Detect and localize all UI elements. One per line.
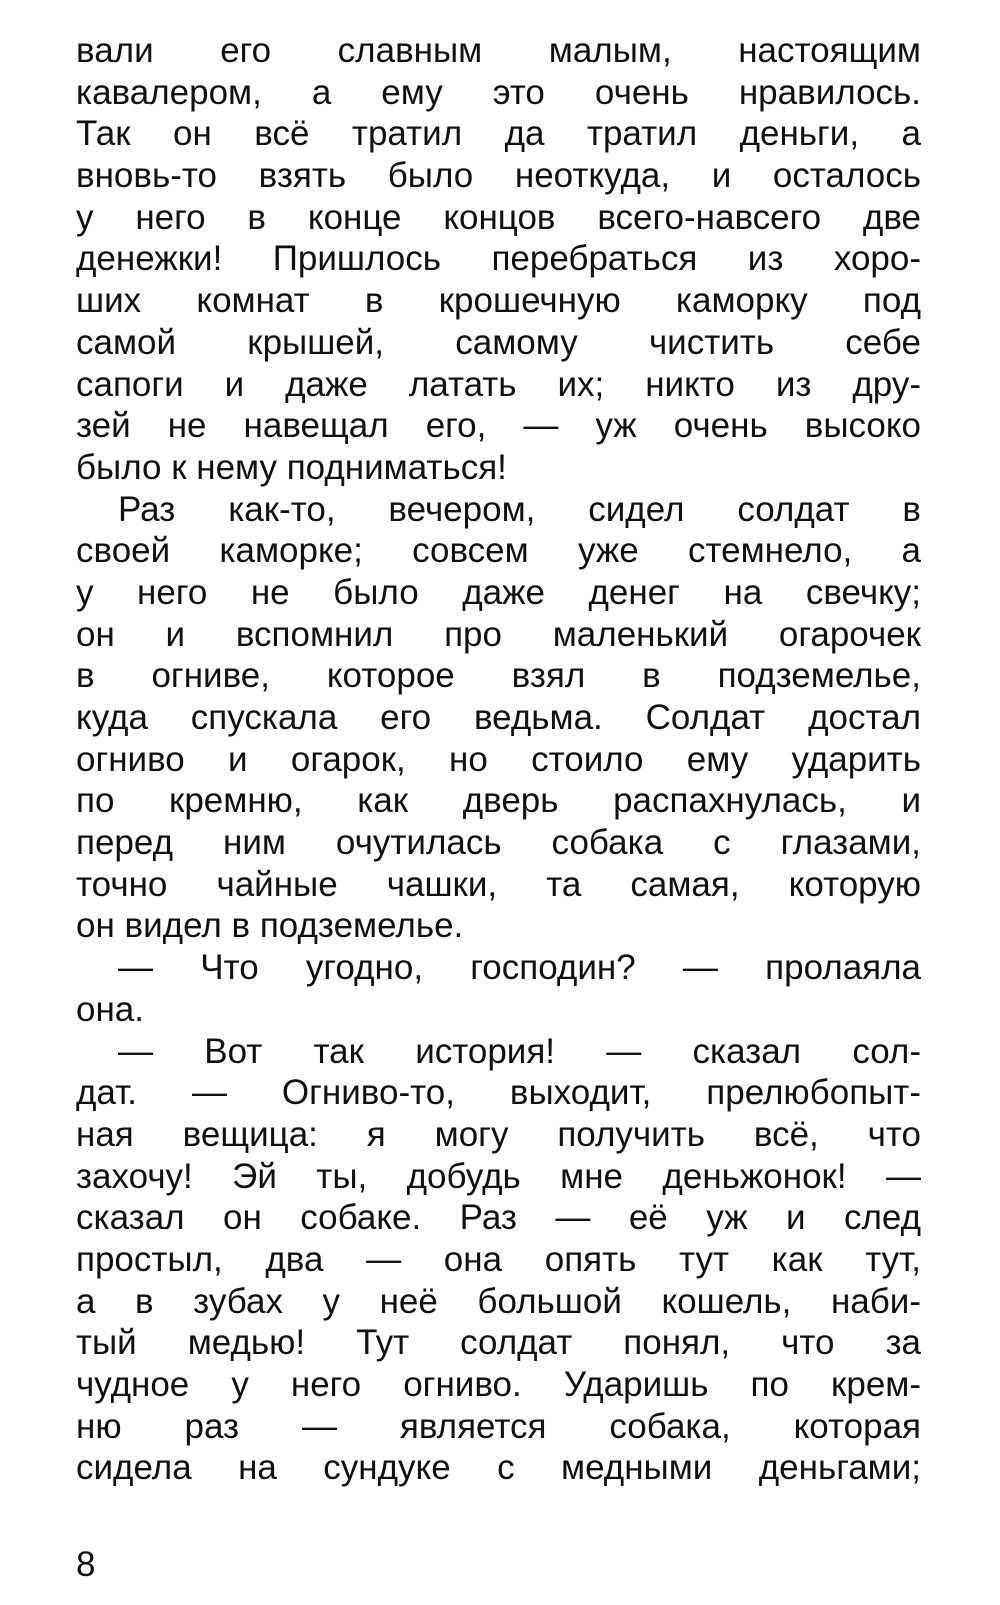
text-line: огниво и огарок, но стоило ему ударить xyxy=(76,739,921,779)
paragraph xyxy=(76,1031,921,1490)
text-line: захочу! Эй ты, добудь мне деньжонок! — xyxy=(76,1156,921,1196)
text-line: ших комнат в крошечную каморку под xyxy=(76,281,921,321)
text-line: точно чайные чашки, та самая, которую xyxy=(76,864,921,904)
text-line: ная вещица: я могу получить всё, что xyxy=(76,1114,921,1154)
paragraph xyxy=(76,30,921,489)
text-line: у него не было даже денег на свечку; xyxy=(76,572,921,612)
text-line: чудное у него огниво. Ударишь по крем- xyxy=(76,1365,921,1404)
text-line: ню раз — является собака, которая xyxy=(76,1406,921,1446)
text-line: он и вспомнил про маленький огарочек xyxy=(76,614,921,654)
text-line: самой крышей, самому чистить себе xyxy=(76,322,921,362)
paragraph xyxy=(76,947,921,1030)
page-text xyxy=(76,30,921,1489)
text-line: — Вот так история! — сказал сол- xyxy=(118,1031,921,1071)
text-line: сидела на сундуке с медными деньгами; xyxy=(76,1448,921,1488)
text-line: сказал он собаке. Раз — её уж и след xyxy=(76,1198,921,1238)
text-line: — Что угодно, господин? — пролаяла xyxy=(118,948,921,988)
text-line: у него в конце концов всего-навсего две xyxy=(76,197,921,237)
text-line: по кремню, как дверь распахнулась, и xyxy=(76,781,921,821)
text-line: вновь-то взять было неоткуда, и осталось xyxy=(76,156,921,196)
text-line: Так он всё тратил да тратил деньги, а xyxy=(76,114,921,154)
text-line: простыл, два — она опять тут как тут, xyxy=(76,1239,921,1279)
paragraph xyxy=(76,489,921,948)
text-line: куда спускала его ведьма. Солдат достал xyxy=(76,698,921,737)
text-line: перед ним очутилась собака с глазами, xyxy=(76,823,921,863)
text-line: дат. — Огниво-то, выходит, прелюбопыт- xyxy=(76,1073,921,1113)
text-line: тый медью! Тут солдат понял, что за xyxy=(76,1323,921,1363)
text-line: в огниве, которое взял в подземелье, xyxy=(76,656,921,696)
text-line: денежки! Пришлось перебраться из хоро- xyxy=(76,239,921,279)
page-number: 8 xyxy=(76,1545,96,1584)
text-line: кавалером, а ему это очень нравилось. xyxy=(76,72,921,112)
text-line: он видел в подземелье. xyxy=(76,906,464,946)
text-line: было к нему подниматься! xyxy=(76,447,507,487)
text-line: а в зубах у неё большой кошель, наби- xyxy=(76,1281,921,1321)
text-line: своей каморке; совсем уже стемнело, а xyxy=(76,531,921,571)
text-line: вали его славным малым, настоящим xyxy=(76,31,921,70)
text-line: Раз как-то, вечером, сидел солдат в xyxy=(118,489,921,529)
text-line: она. xyxy=(76,989,144,1029)
text-line: зей не навещал его, — уж очень высоко xyxy=(76,406,921,446)
text-line: сапоги и даже латать их; никто из дру- xyxy=(76,364,921,404)
